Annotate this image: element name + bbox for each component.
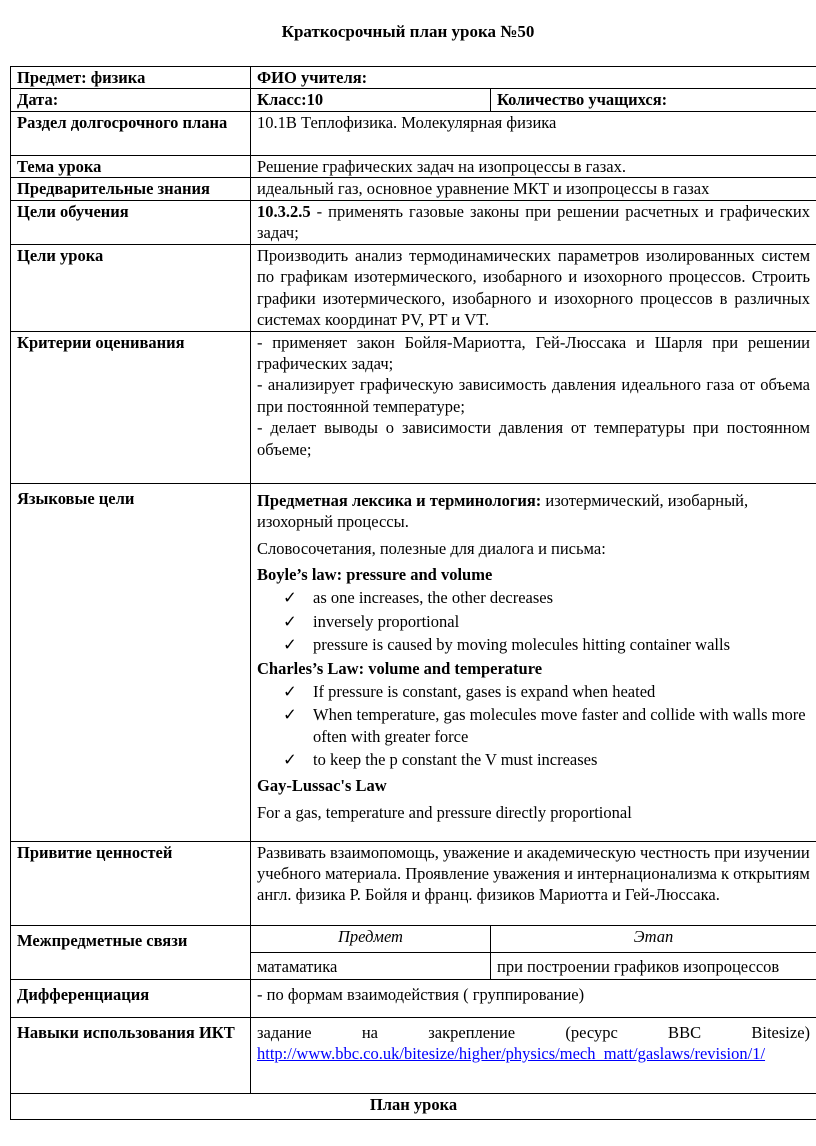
students-count-cell: Количество учащихся: [491,89,816,111]
ict-skills-label: Навыки использования ИКТ [11,1017,251,1093]
list-item: ✓ to keep the p constant the V must increases [283,750,598,770]
objectives-label: Цели обучения [11,200,251,244]
ict-text: задание на закрепление (ресурс BBC Bitesize) [257,1022,811,1042]
objectives-text: - применять газовые законы при решении расчетных и графических задач; [257,201,811,243]
criteria-item: - делает выводы о зависимости давления от температуры при постоянном объеме; [257,418,811,459]
gay-lussac-heading: Gay-Lussac's Law [257,775,387,795]
bbc-bitesize-link[interactable]: http://www.bbc.co.uk/bitesize/higher/physics/mech_matt/gaslaws/revision/1/ [257,1043,766,1063]
check-icon: ✓ [283,705,297,725]
list-item: ✓ as one increases, the other decreases [283,588,554,608]
list-item: ✓ pressure is caused by moving molecules hitting container walls [283,635,730,655]
gay-lussac-text: For a gas, temperature and pressure directly proportional [257,803,632,823]
values-value: Развивать взаимопомощь, уважение и академическую честность при изучении учебного материала. Проявление уважения и интернационализма к открытиям англ. физика Р. Бойля и франц. физиков Мариотта и Гей-Люссака. [251,841,816,925]
goals-label: Цели урока [11,244,251,331]
cross-stage-value: при построении графиков изопроцессов [491,952,816,979]
criteria-value [251,331,816,483]
criteria-item: - анализирует графическую зависимость давления идеального газа от объема при постоянной температуре; [257,375,811,416]
section-label: Раздел долгосрочного плана [11,111,251,155]
plan-footer: План урока [11,1093,816,1119]
page-title: Краткосрочный план урока №50 [281,22,535,41]
check-icon: ✓ [283,611,297,631]
cross-stage-header: Этап [491,925,816,952]
objectives-value [251,200,816,244]
differentiation-label: Дифференциация [11,979,251,1017]
cross-links-label: Межпредметные связи [11,925,251,979]
check-icon: ✓ [283,588,297,608]
cross-subject-header: Предмет [251,925,491,952]
boyle-list [257,587,810,655]
goals-value: Производить анализ термодинамических параметров изолированных систем по графикам изотермического, изобарного и изохорного процессов. Строить графики изотермического, изобарного и изохорного процессов в различных системах координат PV, PT и VT. [251,244,816,331]
cross-subject-value: матаматика [251,952,491,979]
prior-knowledge-label: Предварительные знания [11,178,251,200]
language-goals-value [251,483,816,841]
list-item: ✓ When temperature, gas molecules move faster and collide with walls more often with greater force [283,705,806,746]
ict-skills-value [251,1017,816,1093]
class-cell: Класс:10 [251,89,491,111]
language-goals-label: Языковые цели [11,483,251,841]
charles-list [257,681,810,771]
values-label: Привитие ценностей [11,841,251,925]
prior-knowledge-value: идеальный газ, основное уравнение МКТ и изопроцессы в газах [251,178,816,200]
vocab-text: изотермический, изобарный, изохорный процессы. [257,490,749,531]
subject-cell: Предмет: физика [11,67,251,89]
topic-label: Тема урока [11,155,251,177]
boyle-heading: Boyle’s law: pressure and volume [257,564,493,584]
section-value: 10.1В Теплофизика. Молекулярная физика [251,111,816,155]
differentiation-value: - по формам взаимодействия ( группирование) [251,979,816,1017]
vocab-heading: Предметная лексика и терминология: [257,490,542,510]
phrases-line: Словосочетания, полезные для диалога и письма: [257,539,606,559]
topic-value: Решение графических задач на изопроцессы в газах. [251,155,816,177]
list-item: ✓ If pressure is constant, gases is expand when heated [283,682,656,701]
date-cell: Дата: [11,89,251,111]
objectives-code: 10.3.2.5 [257,201,311,221]
criteria-item: - применяет закон Бойля-Мариотта, Гей-Люссака и Шарля при решении графических задач; [257,332,811,373]
teacher-cell: ФИО учителя: [251,67,816,89]
check-icon: ✓ [283,635,297,655]
lesson-plan-table [10,66,816,1120]
check-icon: ✓ [283,750,297,770]
vocab-line [257,490,810,533]
criteria-label: Критерии оценивания [11,331,251,483]
check-icon: ✓ [283,682,297,701]
charles-heading: Charles’s Law: volume and temperature [257,658,543,678]
list-item: ✓ inversely proportional [283,611,460,631]
